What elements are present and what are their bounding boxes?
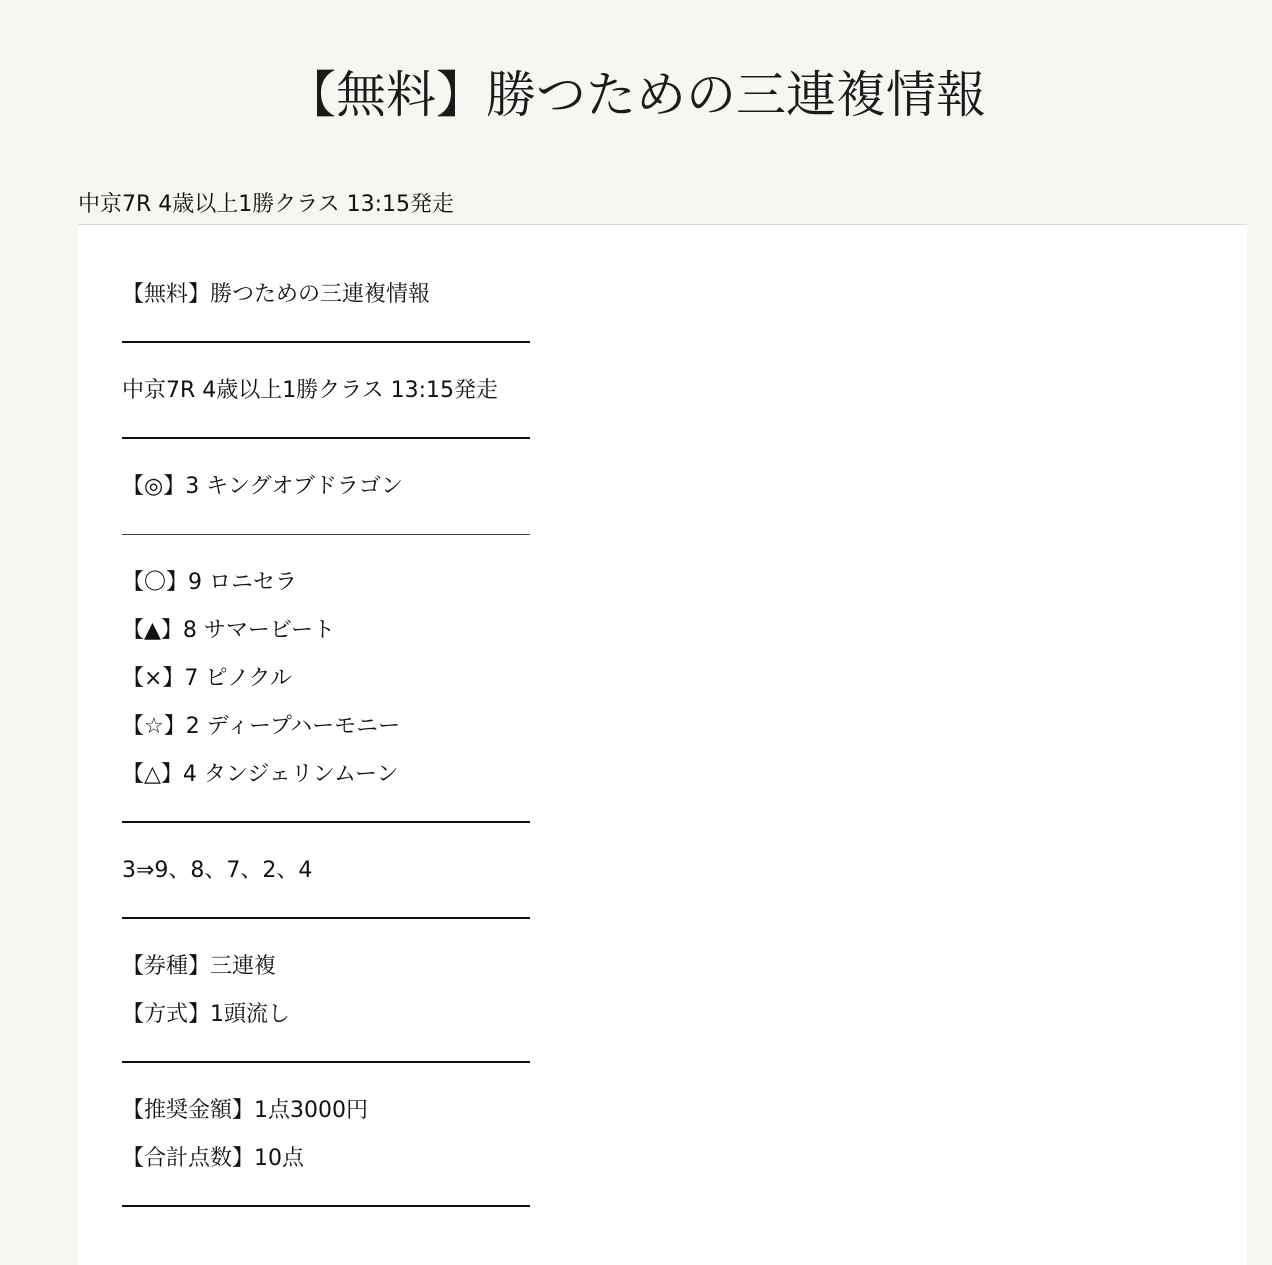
bet-method: 【方式】1頭流し — [122, 1002, 290, 1027]
content-title: 【無料】勝つための三連複情報 — [122, 282, 431, 307]
divider — [122, 917, 530, 919]
divider — [122, 437, 530, 439]
pick-hoshi: 【☆】2 ディープハーモニー — [122, 714, 401, 739]
pick-renka: 【×】7 ピノクル — [122, 666, 292, 691]
race-heading: 中京7R 4歳以上1勝クラス 13:15発走 — [78, 192, 455, 217]
divider — [122, 1061, 530, 1063]
pick-honmei: 【◎】3 キングオブドラゴン — [122, 474, 403, 499]
pick-taikou: 【〇】9 ロニセラ — [122, 570, 297, 595]
divider — [122, 821, 530, 823]
divider — [122, 534, 530, 535]
post-content — [78, 225, 1247, 1265]
race-info: 中京7R 4歳以上1勝クラス 13:15発走 — [122, 378, 499, 403]
divider — [122, 341, 530, 343]
page-title: 【無料】勝つための三連複情報 — [286, 66, 986, 124]
combination: 3⇒9、8、7、2、4 — [122, 858, 313, 883]
pick-tanana: 【▲】8 サマービート — [122, 618, 336, 643]
total-points: 【合計点数】10点 — [122, 1146, 304, 1171]
recommended-amount: 【推奨金額】1点3000円 — [122, 1098, 368, 1123]
divider — [122, 1205, 530, 1207]
ticket-type: 【券種】三連複 — [122, 954, 277, 979]
pick-osae: 【△】4 タンジェリンムーン — [122, 762, 399, 787]
